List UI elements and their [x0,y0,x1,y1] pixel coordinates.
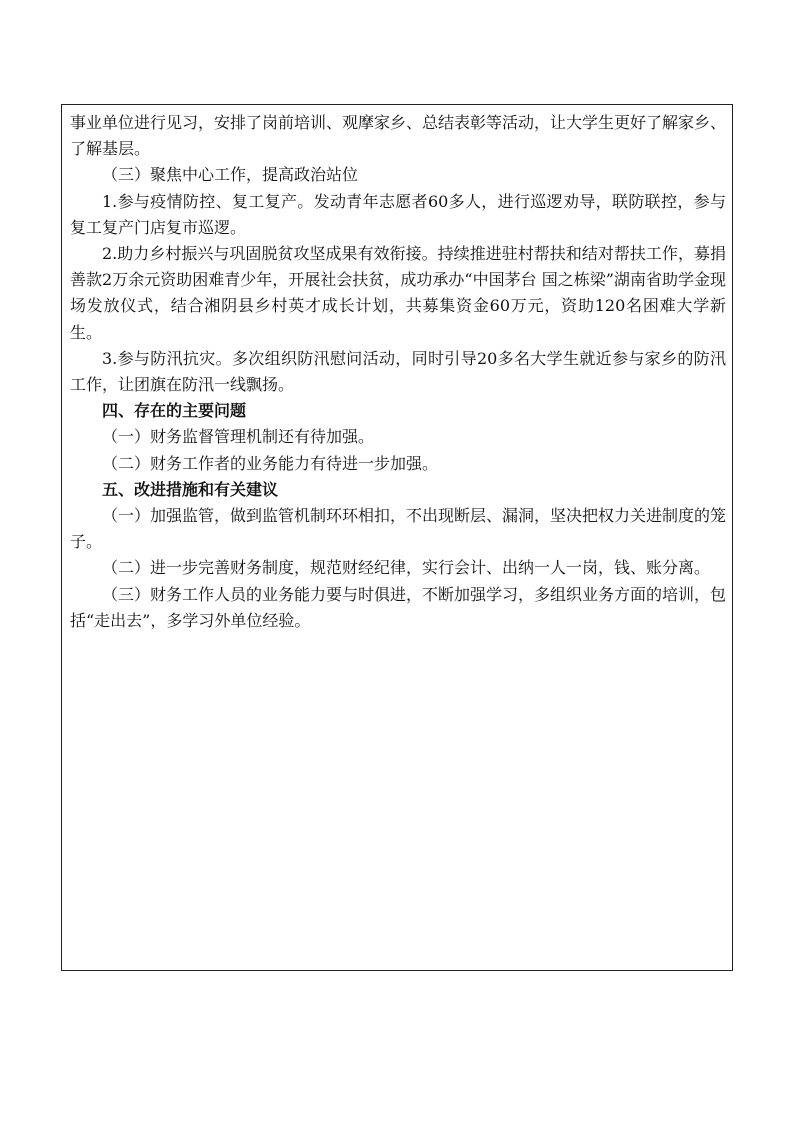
paragraph-rural-revitalization: 2.助力乡村振兴与巩固脱贫攻坚成果有效衔接。持续推进驻村帮扶和结对帮扶工作，募捐善款2万余元资助困难青少年，开展社会扶贫，成功承办“中国茅台 国之栋梁”湖南省助学金现场发放仪式，结合湘阴县乡村英才成长计划，共募集资金60万元，资助120名困难大学新生。 [70,244,726,342]
paragraph-epidemic-control: 1.参与疫情防控、复工复产。发动青年志愿者60多人，进行巡逻劝导，联防联控，参与复工复产门店复市巡逻。 [70,191,726,237]
paragraph-measure-1: （一）加强监管，做到监管机制环环相扣，不出现断层、漏洞，坚决把权力关进制度的笼子。 [70,506,727,552]
paragraph-flood-prevention: 3.参与防汛抗灾。多次组织防汛慰问活动，同时引导20多名大学生就近参与家乡的防汛工作，让团旗在防汛一线飘扬。 [70,348,726,395]
paragraph-continuation: 事业单位进行见习，安排了岗前培训、观摩家乡、总结表彰等活动，让大学生更好了解家乡、了解基层。 [70,113,727,159]
document-table-cell [61,104,733,971]
paragraph-measure-3: （三）财务工作人员的业务能力要与时俱进，不断加强学习，多组织业务方面的培训，包括“走出去”，多学习外单位经验。 [70,584,727,630]
subsection-heading-3: （三）聚焦中心工作，提高政治站位 [102,165,359,185]
document-body [70,110,726,634]
paragraph-problem-1: （一）财务监督管理机制还有待加强。 [102,427,375,447]
paragraph-problem-2: （二）财务工作者的业务能力有待进一步加强。 [102,453,439,473]
paragraph-measure-2: （二）进一步完善财务制度，规范财经纪律，实行会计、出纳一人一岗，钱、账分离。 [102,558,711,578]
section-heading-5: 五、改进措施和有关建议 [102,479,279,499]
section-heading-4: 四、存在的主要问题 [102,401,247,421]
